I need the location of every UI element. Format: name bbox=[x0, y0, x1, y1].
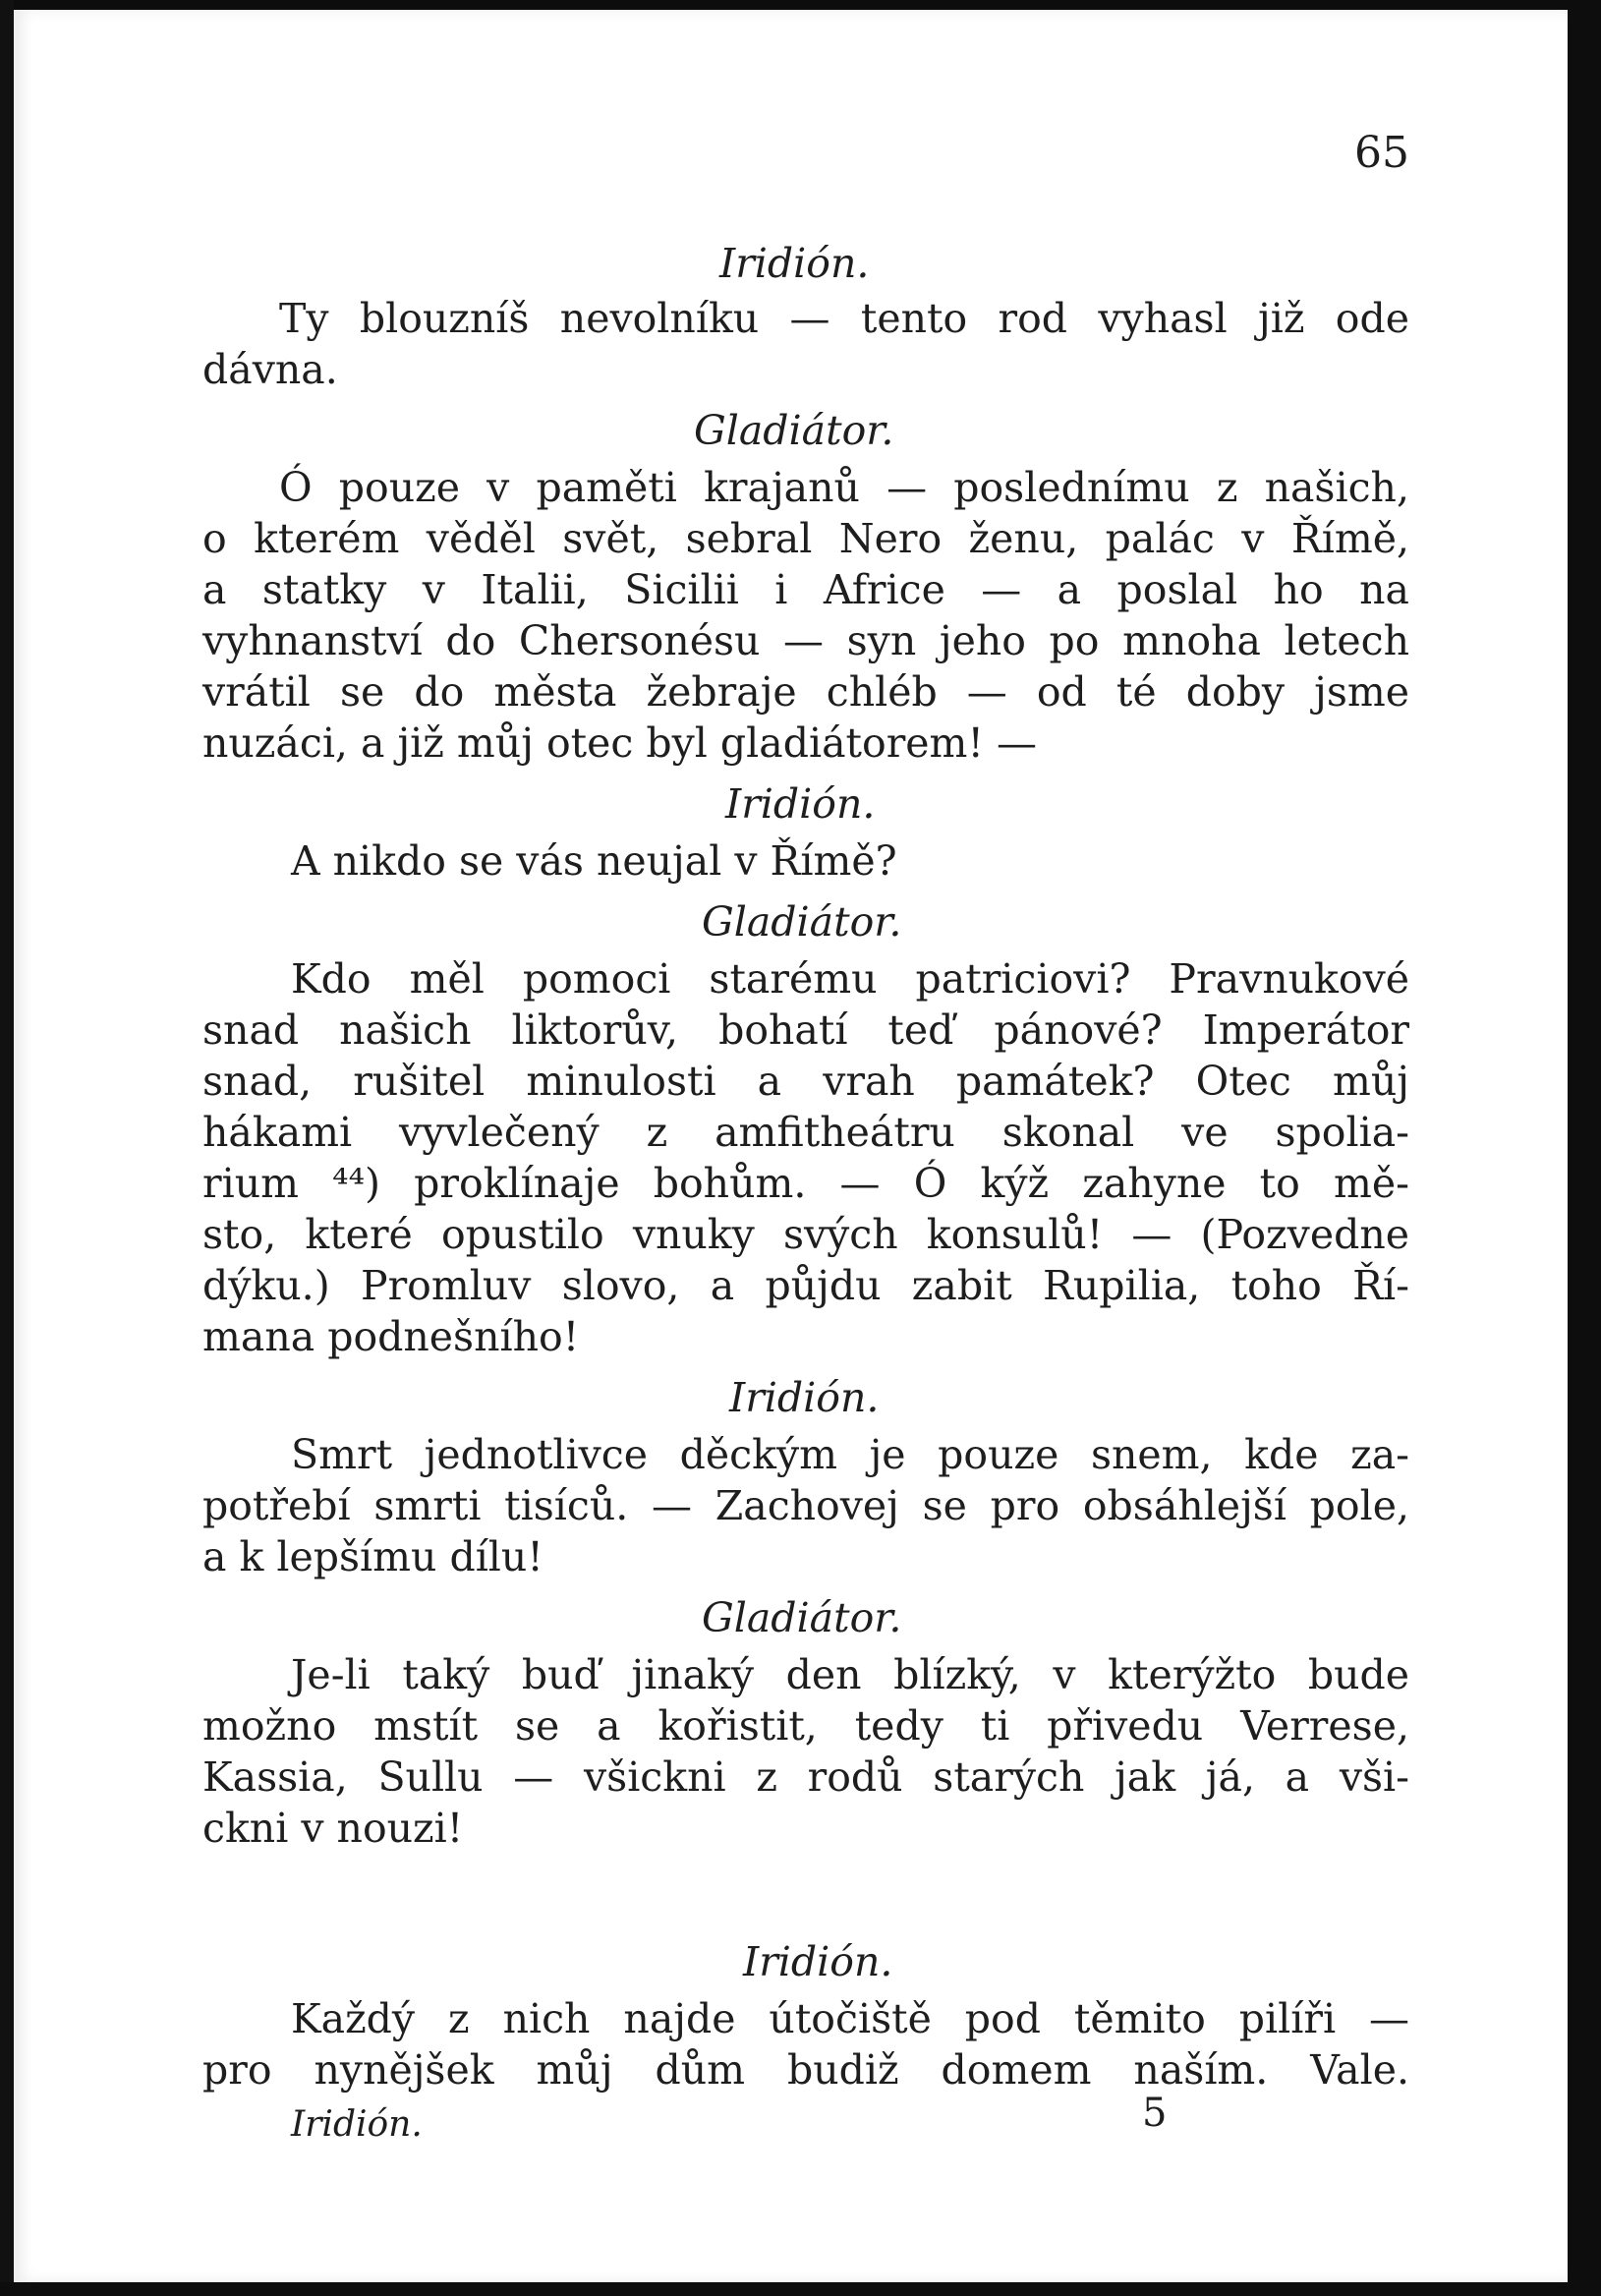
text-line: o kterém věděl svět, sebral Nero ženu, palác v Římě, bbox=[202, 515, 1409, 562]
text-line: mana podnešního! bbox=[202, 1313, 580, 1360]
text-line: hákami vyvlečený z amfitheátru skonal ve spolia- bbox=[202, 1109, 1409, 1156]
text-line: ckni v nouzi! bbox=[202, 1805, 464, 1852]
speaker-heading: Iridión. bbox=[743, 1938, 893, 1985]
book-page bbox=[14, 10, 1568, 2282]
text-line: Ty blouzníš nevolníku — tento rod vyhasl již ode bbox=[279, 295, 1409, 342]
text-line: dýku.) Promluv slovo, a půjdu zabit Rupilia, toho Ří- bbox=[202, 1262, 1409, 1309]
text-line: sto, které opustilo vnuky svých konsulů! — (Pozvedne bbox=[202, 1211, 1409, 1258]
text-line: vrátil se do města žebraje chléb — od té doby jsme bbox=[202, 668, 1409, 716]
text-line: Každý z nich najde útočiště pod těmito pilíři — bbox=[291, 1995, 1409, 2042]
text-line: snad našich liktorův, bohatí teď pánové? Imperátor bbox=[202, 1006, 1409, 1054]
scan-bottom-border bbox=[0, 2282, 1601, 2296]
text-line: možno mstít se a kořistit, tedy ti přivedu Verrese, bbox=[202, 1702, 1409, 1750]
speaker-heading: Gladiátor. bbox=[702, 898, 902, 946]
text-line: a k lepšímu dílu! bbox=[202, 1533, 543, 1580]
text-line: Kdo měl pomoci starému patriciovi? Pravnukové bbox=[291, 955, 1409, 1003]
text-line: pro nynějšek můj dům budiž domem naším. Vale. bbox=[202, 2046, 1409, 2094]
scan-top-border bbox=[0, 0, 1601, 10]
text-line: potřebí smrti tisíců. — Zachovej se pro obsáhlejší pole, bbox=[202, 1482, 1409, 1529]
text-line: rium ⁴⁴) proklínaje bohům. — Ó kýž zahyne to mě- bbox=[202, 1160, 1409, 1207]
page-number: 65 bbox=[1354, 128, 1409, 178]
text-line: A nikdo se vás neujal v Římě? bbox=[291, 837, 897, 885]
text-line: Je-li taký buď jinaký den blízký, v kterýžto bude bbox=[291, 1651, 1409, 1698]
speaker-heading: Iridión. bbox=[729, 1374, 880, 1421]
text-line: dávna. bbox=[202, 346, 338, 393]
text-line: Kassia, Sullu — všickni z rodů starých jak já, a vši- bbox=[202, 1753, 1409, 1801]
text-line: nuzáci, a již můj otec byl gladiátorem! — bbox=[202, 719, 1037, 767]
signature-mark: 5 bbox=[1142, 2091, 1168, 2136]
footer-title: Iridión. bbox=[291, 2104, 423, 2145]
speaker-heading: Iridión. bbox=[719, 240, 870, 287]
text-line: a statky v Italii, Sicilii i Africe — a poslal ho na bbox=[202, 566, 1409, 613]
speaker-heading: Iridión. bbox=[725, 780, 876, 828]
text-line: Ó pouze v paměti krajanů — poslednímu z našich, bbox=[279, 464, 1409, 511]
speaker-heading: Gladiátor. bbox=[702, 1594, 902, 1641]
text-line: Smrt jednotlivce děckým je pouze snem, kde za- bbox=[291, 1431, 1409, 1478]
text-line: snad, rušitel minulosti a vrah památek? Otec můj bbox=[202, 1058, 1409, 1105]
speaker-heading: Gladiátor. bbox=[694, 407, 894, 454]
scan-right-border bbox=[1568, 0, 1601, 2296]
scan-left-border bbox=[0, 0, 14, 2296]
text-line: vyhnanství do Chersonésu — syn jeho po mnoha letech bbox=[202, 617, 1409, 664]
